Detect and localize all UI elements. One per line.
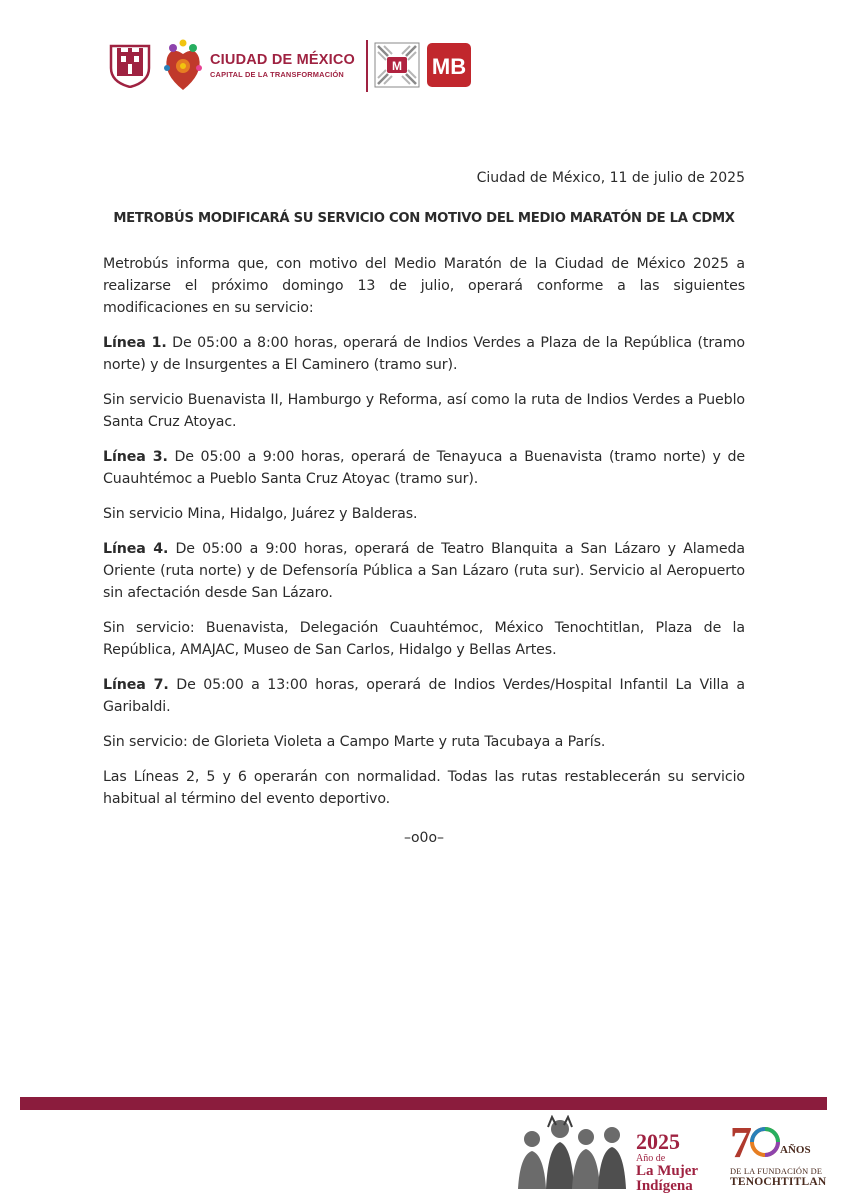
- metrobus-logo: [426, 42, 472, 88]
- header-divider: [366, 40, 368, 92]
- line-4-text: De 05:00 a 9:00 horas, operará de Teatro Blanquita a San Lázaro y Alameda Oriente (ruta norte) y de Defensoría Pública a San Lázaro (ruta sur). Servicio al Aeropuerto sin afectación desde San Lázaro.: [103, 541, 745, 601]
- year-caption: Año de: [636, 1153, 666, 1164]
- tenochtitlan-anniversary-logo: [730, 1118, 830, 1188]
- metrobus-logo-letters: MB: [431, 54, 467, 79]
- closing-mark: –o0o–: [403, 830, 445, 846]
- anniversary-ring-icon: [748, 1125, 782, 1159]
- line-3-paragraph: [103, 446, 745, 490]
- line-3-label: Línea 3.: [103, 449, 168, 465]
- anniversary-number: [730, 1118, 830, 1167]
- line-4-no-service: Sin servicio: Buenavista, Delegación Cuauhtémoc, México Tenochtitlan, Plaza de la República, AMAJAC, Museo de San Carlos, Hidalgo y Bellas Artes.: [103, 620, 745, 658]
- anniversary-line-1: DE LA FUNDACIÓN DE: [730, 1167, 823, 1176]
- line-7-no-service: Sin servicio: de Glorieta Violeta a Campo Marte y ruta Tacubaya a París.: [103, 734, 606, 750]
- city-name: CIUDAD DE MÉXICO: [210, 52, 355, 68]
- line-7-text: De 05:00 a 13:00 horas, operará de Indios Verdes/Hospital Infantil La Villa a Garibaldi.: [103, 677, 745, 715]
- cdmx-wordmark: [210, 52, 360, 79]
- year-name-line-2: Indígena: [636, 1178, 693, 1194]
- anniversary-line-2: TENOCHTITLAN: [730, 1176, 827, 1188]
- city-tagline: CAPITAL DE LA TRANSFORMACIÓN: [210, 70, 344, 79]
- line-1-text: De 05:00 a 8:00 horas, operará de Indios Verdes a Plaza de la República (tramo norte) y de Insurgentes a El Caminero (tramo sur).: [103, 335, 746, 373]
- document-title: METROBÚS MODIFICARÁ SU SERVICIO CON MOTIVO DEL MEDIO MARATÓN DE LA CDMX: [113, 211, 735, 226]
- line-3-text: De 05:00 a 9:00 horas, operará de Tenayuca a Buenavista (tramo norte) y de Cuauhtémoc a Pueblo Santa Cruz Atoyac (tramo sur).: [103, 449, 745, 487]
- intro-paragraph: Metrobús informa que, con motivo del Medio Maratón de la Ciudad de México 2025 a realizarse el próximo domingo 13 de julio, operará conforme a las siguientes modificaciones en su servicio:: [103, 256, 745, 316]
- year-of-indigenous-woman-logo: [636, 1131, 716, 1194]
- line-1-paragraph: [103, 332, 745, 376]
- anniversary-label: AÑOS: [780, 1144, 811, 1156]
- final-note: Las Líneas 2, 5 y 6 operarán con normalidad. Todas las rutas restablecerán su servicio habitual al término del evento deportivo.: [103, 769, 745, 807]
- year-name-line-1: La Mujer: [636, 1163, 699, 1179]
- line-7-paragraph: [103, 674, 745, 718]
- line-4-paragraph: [103, 538, 745, 604]
- line-1-no-service: Sin servicio Buenavista II, Hamburgo y Reforma, así como la ruta de Indios Verdes a Pueblo Santa Cruz Atoyac.: [103, 392, 745, 430]
- cdmx-shield-logo: [108, 42, 152, 88]
- anniversary-digit: 7: [730, 1118, 752, 1167]
- metro-logo: [374, 42, 420, 88]
- footer-bar: [20, 1097, 827, 1110]
- indigenous-women-illustration: [512, 1115, 630, 1189]
- cdmx-heart-emblem: [161, 38, 205, 94]
- dateline: Ciudad de México, 11 de julio de 2025: [476, 170, 745, 186]
- line-3-no-service: Sin servicio Mina, Hidalgo, Juárez y Balderas.: [103, 506, 418, 522]
- line-4-label: Línea 4.: [103, 541, 169, 557]
- header-logos: [108, 38, 488, 96]
- metro-logo-letter: M: [392, 59, 402, 73]
- document-body: [103, 253, 745, 823]
- line-1-label: Línea 1.: [103, 335, 167, 351]
- year-number: 2025: [636, 1129, 680, 1154]
- line-7-label: Línea 7.: [103, 677, 169, 693]
